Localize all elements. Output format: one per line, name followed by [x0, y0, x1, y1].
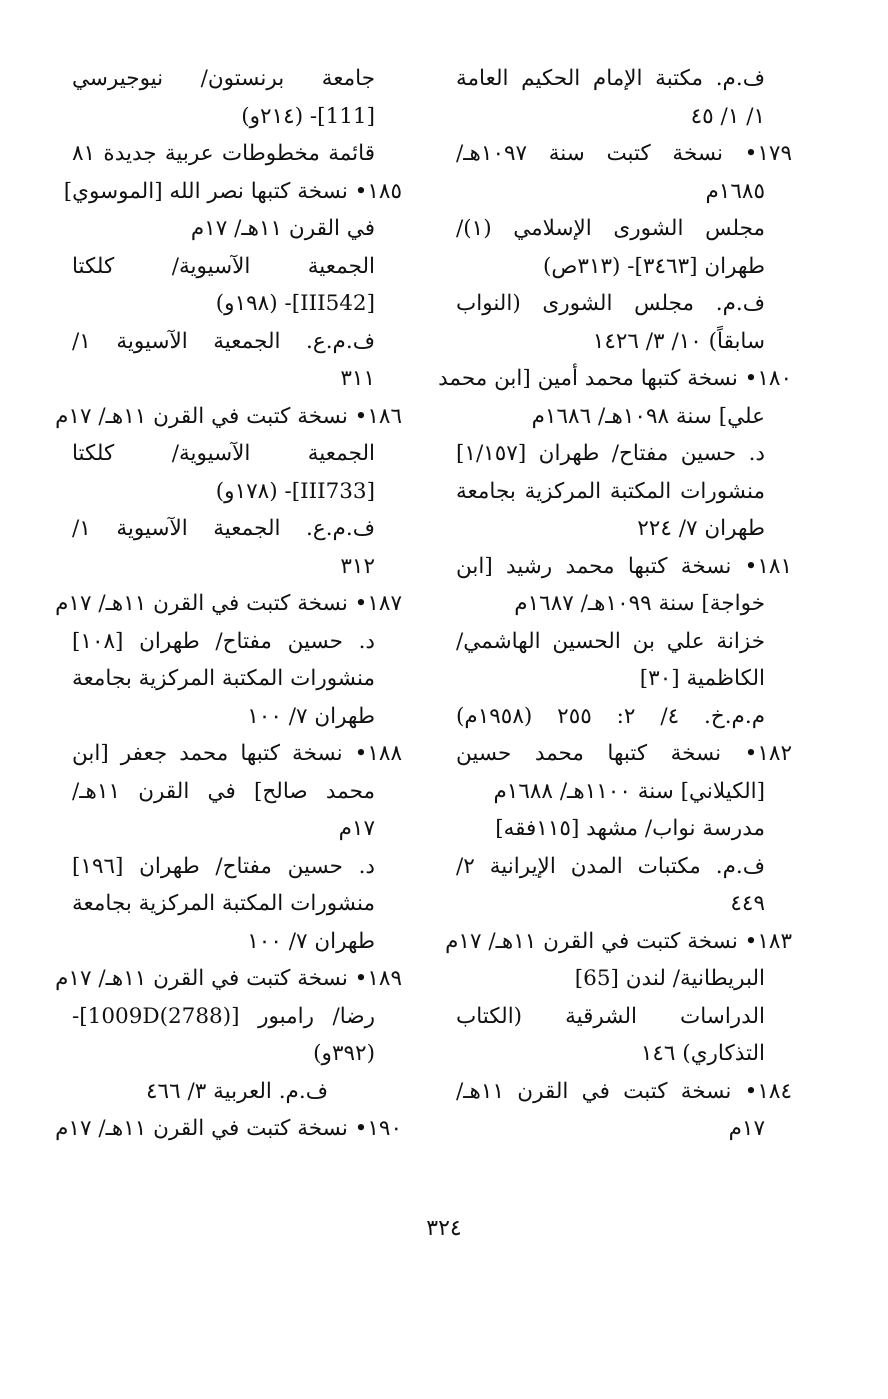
text-line: طهران ٧/ ١٠٠ — [247, 928, 375, 954]
text-line: خواجة] سنة ١٠٩٩هـ/ ١٦٨٧م — [514, 591, 765, 616]
text-line: ١٨٦• نسخة كتبت في القرن ١١هـ/ ١٧م — [55, 403, 402, 429]
text-line: ١٨٠• نسخة كتبها محمد أمين [ابن محمد — [438, 366, 792, 391]
text-line: ١٧م — [338, 816, 375, 841]
text-line: ف.م.ع. الجمعية الآسيوية ١/ — [72, 516, 375, 541]
text-line: ف.م. مجلس الشورى (النواب — [456, 291, 765, 316]
text-line: خزانة علي بن الحسين الهاشمي/ — [456, 628, 765, 654]
text-line: التذكاري) ١٤٦ — [640, 1041, 765, 1066]
text-line: منشورات المكتبة المركزية بجامعة — [456, 478, 765, 504]
text-line: ١٩٠• نسخة كتبت في القرن ١١هـ/ ١٧م — [55, 1116, 402, 1141]
text-line: ١٧م — [728, 1116, 765, 1141]
text-line: [الكيلاني] سنة ١١٠٠هـ/ ١٦٨٨م — [493, 778, 765, 804]
text-line: الجمعية الآسيوية/ كلكتا — [72, 441, 375, 466]
text-line: طهران [٣٤٦٣]- (٣١٣ص) — [543, 253, 765, 279]
text-line: مدرسة نواب/ مشهد [١١٥فقه] — [495, 816, 765, 841]
text-line: محمد صالح] في القرن ١١هـ/ — [72, 778, 375, 804]
text-line: ١٨٤• نسخة كتبت في القرن ١١هـ/ — [456, 1078, 792, 1104]
text-line: الجمعية الآسيوية/ كلكتا — [72, 253, 375, 279]
text-line: م.م.خ. ٤/ ٢: ٢٥٥ (١٩٥٨م) — [456, 703, 766, 729]
text-line: ١٧٩• نسخة كتبت سنة ١٠٩٧هـ/ — [456, 141, 792, 166]
text-line: د. حسين مفتاح/ طهران [١٩٦] — [72, 853, 375, 879]
text-line: ١٨٩• نسخة كتبت في القرن ١١هـ/ ١٧م — [55, 966, 402, 991]
text-line: ٤٤٩ — [730, 891, 765, 916]
text-line: ١٨٣• نسخة كتبت في القرن ١١هـ/ ١٧م — [445, 928, 792, 954]
right-column — [438, 60, 792, 1148]
text-line: علي] سنة ١٠٩٨هـ/ ١٦٨٦م — [531, 403, 765, 429]
text-line: طهران ٧/ ١٠٠ — [247, 703, 375, 729]
text-line: منشورات المكتبة المركزية بجامعة — [72, 666, 375, 691]
text-line: ف.م.ع. الجمعية الآسيوية ١/ — [72, 328, 375, 354]
text-line: ١/ ١/ ٤٥ — [690, 103, 765, 129]
text-line: الكاظمية [٣٠] — [639, 666, 765, 691]
page-number: ٣٢٤ — [426, 1216, 462, 1241]
text-line: د. حسين مفتاح/ طهران [١٠٨] — [72, 628, 375, 654]
left-column — [55, 60, 402, 1148]
text-line: جامعة برنستون/ نيوجيرسي — [72, 66, 375, 91]
text-line: الدراسات الشرقية (الكتاب — [456, 1003, 765, 1029]
text-line: رضا/ رامبور [1009D(2788)]- — [72, 1003, 375, 1029]
text-line: سابقاً) ١٠/ ٣/ ١٤٢٦ — [592, 328, 765, 354]
text-line: [111]- (٢١٤و) — [241, 103, 375, 129]
text-line: مجلس الشورى الإسلامي (١)/ — [456, 216, 765, 241]
text-line: ١٨٧• نسخة كتبت في القرن ١١هـ/ ١٧م — [55, 591, 402, 616]
text-line: منشورات المكتبة المركزية بجامعة — [72, 891, 375, 916]
text-line: ف.م. العربية ٣/ ٤٦٦ — [146, 1078, 328, 1104]
text-line: ٣١٢ — [340, 553, 375, 579]
text-line: طهران ٧/ ٢٢٤ — [637, 516, 765, 541]
text-line: ٣١١ — [340, 366, 375, 391]
text-line: د. حسين مفتاح/ طهران [١/١٥٧] — [456, 441, 765, 466]
text-line: ١٨٢• نسخة كتبها محمد حسين — [456, 741, 792, 766]
text-line: قائمة مخطوطات عربية جديدة ٨١ — [72, 141, 375, 166]
text-line: ١٦٨٥م — [705, 178, 765, 204]
text-line: في القرن ١١هـ/ ١٧م — [190, 216, 375, 241]
text-line: (٣٩٢و) — [313, 1041, 375, 1066]
text-line: ١٨٥• نسخة كتبها نصر الله [الموسوي] — [63, 178, 402, 204]
text-line: ١٨١• نسخة كتبها محمد رشيد [ابن — [456, 553, 792, 579]
text-line: ف.م. مكتبات المدن الإيرانية ٢/ — [456, 853, 765, 879]
text-line: البريطانية/ لندن [65] — [574, 966, 765, 991]
text-line: ف.م. مكتبة الإمام الحكيم العامة — [456, 66, 765, 91]
text-line: ١٨٨• نسخة كتبها محمد جعفر [ابن — [72, 741, 402, 766]
text-line: [III733]- (١٧٨و) — [215, 478, 375, 504]
text-line: [III542]- (١٩٨و) — [215, 291, 375, 316]
